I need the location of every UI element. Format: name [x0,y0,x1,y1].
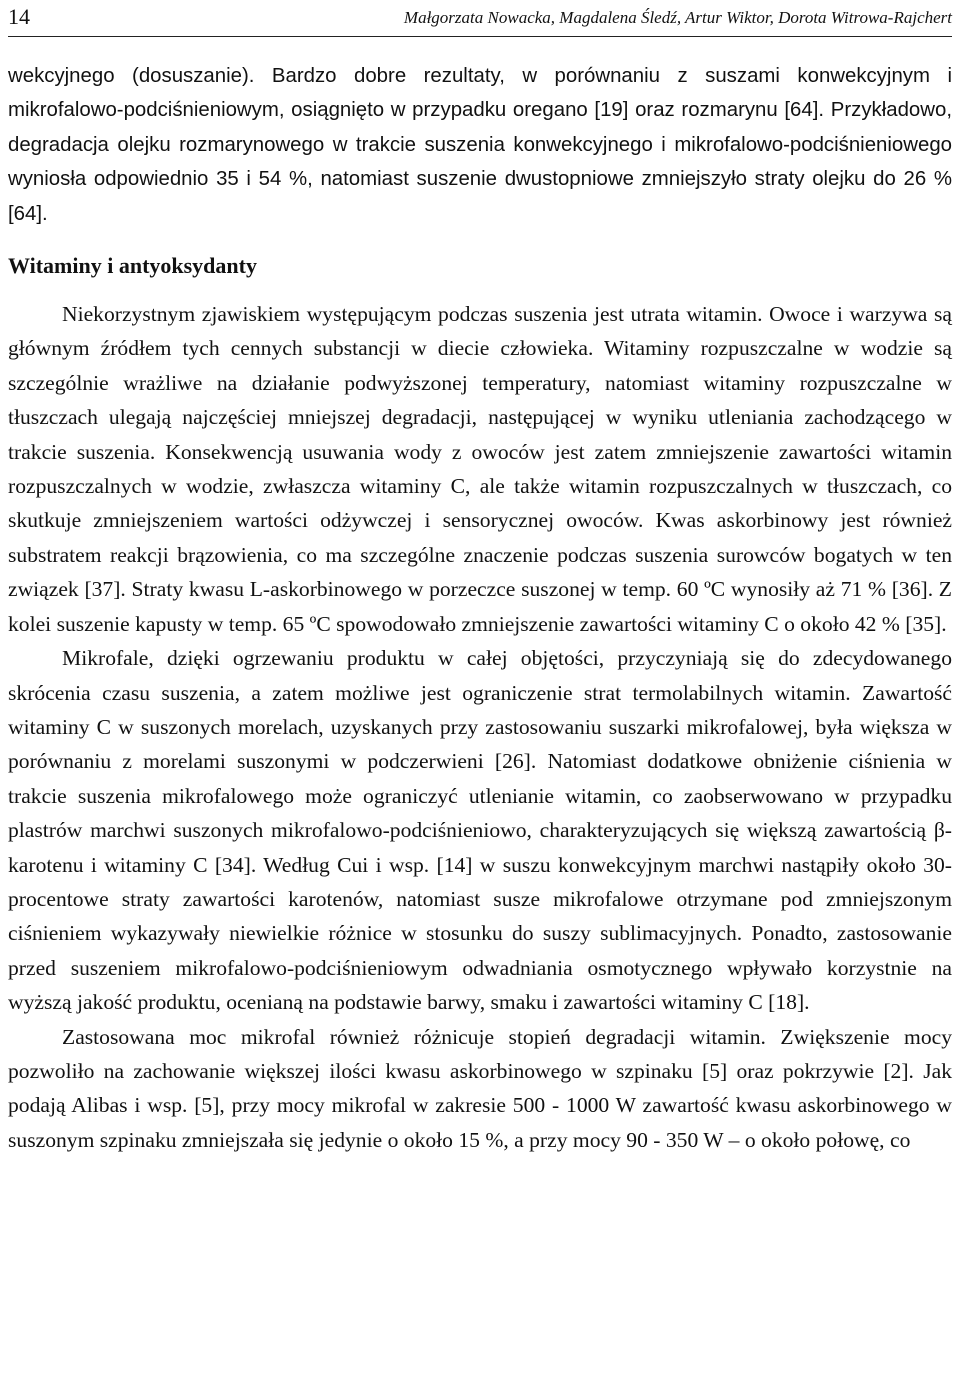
page-header [8,0,952,37]
running-head-authors: Małgorzata Nowacka, Magdalena Śledź, Artur Wiktor, Dorota Witrowa-Rajchert [403,8,952,27]
paragraph-microwave-power: Zastosowana moc mikrofal również różnicuje stopień degradacji witamin. Zwiększenie mocy pozwoliło na zachowanie większej ilości kwasu askorbinowego w szpinaku [5] oraz pokrzywie [2]. Jak podają Alibas i wsp. [5], przy mocy mikrofal w zakresie 500 - 1000 W zawartość kwasu askorbinowego w suszonym szpinaku zmniejszała się jedynie o około 15 %, a przy mocy 90 - 350 W – o około połowę, co [8,1024,952,1152]
paragraph-continuation: wekcyjnego (dosuszanie). Bardzo dobre rezultaty, w porównaniu z suszami konwekcyjnym i mikrofalowo-podciśnieniowym, osiągnięto w przypadku oregano [19] oraz rozmarynu [64]. Przykładowo, degradacja olejku rozmarynowego w trakcie suszenia konwekcyjnego i mikrofalowo-podciśnieniowego wyniosła odpowiednio 35 i 54 %, natomiast suszenie dwustopniowe zmniejszyło straty olejku do 26 % [64]. [8,65,952,225]
body-text [8,59,952,1157]
document-page [8,0,952,1157]
paragraph-microwaves: Mikrofale, dzięki ogrzewaniu produktu w całej objętości, przyczyniają się do zdecydowanego skrócenia czasu suszenia, a zatem możliwe jest ograniczenie strat termolabilnych witamin. Zawartość witaminy C w suszonych morelach, uzyskanych przy zastosowaniu suszarki mikrofalowej, była większa w porównaniu z morelami suszonymi w podczerwieni [26]. Natomiast dodatkowe obniżenie ciśnienia w trakcie suszenia mikrofalowego może ograniczyć utlenianie witamin, co zaobserwowano w przypadku plastrów marchwi suszonych mikrofalowo-podciśnieniowo, charakteryzujących się większą zawartością β-karotenu i witaminy C [34]. Według Cui i wsp. [14] w suszu konwekcyjnym marchwi nastąpiły około 30-procentowe straty zawartości karotenów, natomiast susze mikrofalowe otrzymane pod zmniejszonym ciśnieniem wykazywały niewielkie różnice w stosunku do suszy sublimacyjnych. Ponadto, zastosowanie przed suszeniem mikrofalowo-podciśnieniowym odwadniania osmotycznego wpływało korzystnie na wyższą jakość produktu, ocenianą na podstawie barwy, smaku i zawartości witaminy C [18]. [8,646,952,1015]
section-heading: Witaminy i antyoksydanty [8,253,257,279]
page-number: 14 [8,4,30,29]
paragraph-vitamins-intro: Niekorzystnym zjawiskiem występującym podczas suszenia jest utrata witamin. Owoce i warzywa są głównym źródłem tych cennych substancji w diecie człowieka. Witaminy rozpuszczalne w wodzie są szczególnie wrażliwe na działanie podwyższonej temperatury, natomiast witaminy rozpuszczalne w tłuszczach ulegają najczęściej mniejszej degradacji, następującej w wyniku utleniania zachodzącego w trakcie suszenia. Konsekwencją usuwania wody z owoców jest zatem zmniejszenie zawartości witamin rozpuszczalnych w wodzie, zwłaszcza witaminy C, ale także witamin rozpuszczalnych w tłuszczach, co skutkuje zmniejszeniem wartości odżywczej i sensorycznej owoców. Kwas askorbinowy jest również substratem reakcji brązowienia, co ma szczególne znaczenie podczas suszenia surowców bogatych w ten związek [37]. Straty kwasu L-askorbinowego w porzeczce suszonej w temp. 60 ºC wynosiły aż 71 % [36]. Z kolei suszenie kapusty w temp. 65 ºC spowodowało zmniejszenie zawartości witaminy C o około 42 % [35]. [8,302,952,636]
